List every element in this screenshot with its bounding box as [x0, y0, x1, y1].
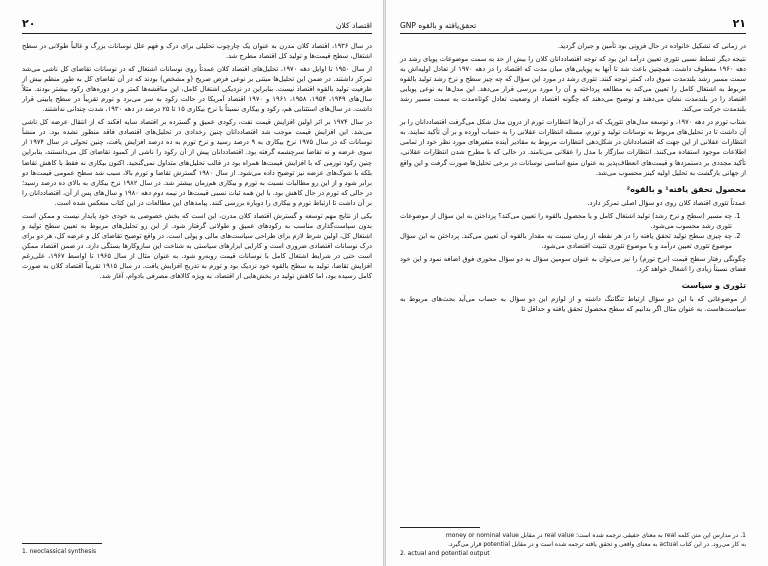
right-footnote-1-cont: به کار می‌رود. در این کتاب actual به معنای واقعی و تحقق یافته ترجمه شده است و در مقابل potential قرار می‌گیرد.	[447, 541, 746, 548]
list-item: 1. چه مسیر (سطح و نرخ رشد) تولید اشتغال کامل و یا محصول بالقوه را تعیین می‌کند؟ پرداختن به این سؤال از موضوعات تئوری رشد محسوب می‌شود.	[400, 211, 732, 231]
right-footnote-1: 1. در مدارس این متن کلمه real به معنای حقیقی ترجمه شده است؛ real value در مقابل money or nominal value	[445, 532, 746, 539]
right-paragraph-2: نتیجه دیگر تسلط نسبی تئوری تعیین درآمد این بود که توجه اقتصاددانان کلان را بیش از حد به سمت موضوعات پویای رشد در دهه ۱۹۶۰ معطوف داشت. همچنین باعث شد تا آنها به پویایی‌های میان مدت که اقتصاد را در دهه ۱۹۷۰ از تعادل اولیه‌اش به سمت مسیر رشد بلندمدت سوق داد، کمتر توجه کنند. تئوری رشد در مورد این سؤال که چه چیز سطح و نرخ رشد تولید بالقوه مربوط به اشتغال کامل را تعیین می‌کند به مطالعه پرداخته و آن را مورد بررسی قرار می‌دهد. این مدل‌ها به نوعی پویایی اقتصاد را در بلندمدت نشان می‌دهند و توضیح می‌دهند که چگونه اقتصاد از وضعیت تعادل کوتاه‌مدت به سمت مسیر رشد بلندمدت حرکت می‌کند.	[400, 55, 746, 114]
right-footnote-rule	[400, 527, 480, 528]
left-header-rule	[22, 33, 372, 34]
list-item: 2. چه چیزی سطح تولید تحقق یافته را در هر نقطه از زمان نسبت به مقدار بالقوه آن تعیین می‌کند. پرداختن به این سؤال موضوع تئوری تعیین درآمد و یا موضوع تئوری تثبیت اقتصادی می‌شود.	[400, 231, 732, 251]
right-header-rule	[400, 33, 746, 34]
left-page-header	[22, 18, 372, 30]
section1-question-list	[400, 211, 732, 251]
left-paragraph-2: از سال ۱۹۵۰ تا اوایل دهه ۱۹۷۰، تحلیل‌های اقتصاد کلان عمدتاً روی نوسانات اشتغال که در نوسانات تقاضای کل ناشی می‌شد تمرکز داشتند. در ضمن این تحلیل‌ها مبتنی بر نوعی فرض صریح (و مشخص) بودند که در آن تقاضای کل به طور منظم بیش از ظرفیت تولید بالقوه اقتصاد نیست. بنابراین در نزدیکی اشتغال کامل، این مناقشه‌ها کمتر و در دوره‌های رکود بیشتر بودند. مثلاً سال‌های ۱۹۴۹، ۱۹۵۴، ۱۹۵۸، ۱۹۶۱ و ۱۹۷۰ اقتصاد آمریکا در حالت رکود به سر می‌برد و تورم تقریباً در سطح پایینی قرار داشت. در سال‌های استثنایی هم، رکود و بیکاری نسبتاً با نرخ بیکاری ۱۵ تا ۲۵ درصد در دهه ۱۹۳۰، شدت چندانی نداشتند.	[22, 65, 372, 114]
left-page-number: ۲۰	[22, 17, 36, 30]
left-running-title: اقتصاد کلان	[336, 21, 372, 30]
left-footnote-rule	[22, 543, 102, 544]
right-page-header	[400, 18, 746, 30]
right-page-body	[400, 41, 746, 314]
section2-text: از موضوعاتی که با این دو سؤال ارتباط تنگاتنگ داشته و از لوازم این دو سؤال به حساب می‌آید بحث‌های مربوط به سیاست‌هاست. به عنوان مثال اگر بدانیم که سطح محصول تحقق یافته و حداقل تا	[400, 295, 746, 314]
right-page-number: ۲۱	[732, 17, 746, 30]
section-heading-actual-potential: محصول تحقق یافته¹ و بالقوه²	[626, 184, 746, 194]
left-paragraph-4: یکی از نتایج مهم توسعه و گسترش اقتصاد کلان مدرن، این است که بخش خصوصی به خودی خود پایدار نیست و ممکن است بدون سیاست‌گذاری مناسب به رکودهای عمیق و طولانی گرفتار شود. از این رو تحلیل‌های مربوط به تعیین سطح تولید و اشتغال کل، اولین شرط لازم برای طراحی سیاست‌های مالی و پولی است. در واقع توضیح تقاضای کل و عرضه کل، هر دو برای درک نوسانات اقتصادی ضروری است و کارایی ابزارهای سیاستی به شناخت این سازوکارها بستگی دارد. در ضمن اقتصاد ممکن است حتی در شرایط اشتغال کامل با نوسانات قیمت روبه‌رو شود. به عنوان مثال از سال ۱۹۶۵ تا اواسط ۱۹۶۷، علی‌رغم افزایش تقاضا، تولید به سطح بالقوه خود نزدیک بود و تورم به تدریج افزایش یافت. در سال ۱۹۱۵ تقریباً اقتصاد کلان به صورت کامل رسیده بود، اما کاهش تولید در بخش‌هایی از اقتصاد، به ویژه کالاهای مصرفی بادوام، آغاز شد.	[22, 211, 372, 281]
left-paragraph-1: در سال ۱۹۳۶، اقتصاد کلان مدرن به عنوان یک چارچوب تحلیلی برای درک و فهم علل نوسانات بزرگ و غالباً طولانی در سطح اشتغال، سطح قیمت‌ها و تولید کل اقتصاد مطرح شد.	[22, 42, 372, 61]
right-paragraph-3: شتاب تورم در دهه ۱۹۷۰، و توسعه مدل‌های تئوریک که در آن‌ها انتظارات تورم از درون مدل شکل می‌گرفت اقتصاددانان را بر آن داشت تا در تحلیل‌های مربوط به نوسانات تولید و تورم، مسئله انتظارات عقلانی را به حساب آورده و بر آن تأکید نمایند. به انتظارات عقلانی از این جهت که اقتصاددانان در شکل‌دهی انتظارات مربوط به مقادیر آینده متغیرهای مورد نظر خود از تمامی اطلاعات موجود استفاده می‌کنند. انتظارات سازگار با مدل را عقلانی می‌نامند. در حالی که با مطرح شدن انتظارات عقلانی، تأکید مجددی بر دستمزدها و قیمت‌های انعطاف‌پذیر به عنوان منبع اساسی نوسانات در برخی تحلیل‌ها صورت گرفت و این واقع از جهانی بازگشت به تحلیل اولیه کینز محسوب می‌شد.	[400, 118, 746, 177]
right-paragraph-1: در زمانی که تشکیل خانواده در حال فزونی بود تأمین و جبران گردید.	[557, 42, 746, 50]
section-heading-theory-policy: تئوری و سیاست	[681, 280, 746, 290]
left-footnotes	[22, 538, 372, 556]
right-page	[386, 0, 768, 566]
right-footnote-2: 2. actual and potential output	[400, 550, 490, 557]
left-footnote-1: 1. neoclassical synthesis	[22, 548, 97, 555]
right-running-title: GNP تحقق‌یافته و بالقوه	[400, 21, 477, 30]
left-paragraph-3: در سال ۱۹۷۴ بر اثر اولین افزایش قیمت نفت، رکودی عمیق و گسترده بر اقتصاد سایه افکند که از انتقال عرضه کل ناشی می‌شد. این افزایش قیمت موجب شد اقتصاددانان چنین رخدادی در تحلیل‌های اقتصادی فاقد منظور نشده بود. در منشأ نوسانات که در سال ۱۹۷۵ نرخ بیکاری به ۹ درصد رسید و نرخ تورم به ده درصد افزایش یافت، چنین تحولی در سال ۱۹۷۴ از سوی عرضه و نه تقاضا سرچشمه گرفته بود. اقتصاددانان پیش از آن رکود را ناشی از کمبود تقاضای کل می‌دانستند، بنابراین چنین رکود تورمی که با افزایش قیمت‌ها همراه بود در قالب تحلیل‌های متداول نمی‌گنجید. اکنون بیکاری نه فقط با کاهش تقاضا بلکه با شوک‌های عرضه نیز توضیح داده می‌شود. از سال ۱۹۸۰ گسترش تقاضا و تورم بالا، سبب شد سطح عمومی قیمت‌ها دو برابر شود و از این رو مطالبات نسبت به تورم و بیکاری هم‌زمان بیشتر شد. در سال ۱۹۸۲ نرخ بیکاری به بالای ده درصد رسید؛ در حالی که تورم در حال کاهش بود. با این همه ثبات نسبی قیمت‌ها در نیمه دوم دهه ۱۹۸۰ و سال‌های پس از آن، اقتصاددانان را بر آن داشت تا ارتباط تورم و بیکاری را دوباره بررسی کنند. پیامدهای این مطالعات در این کتاب منعکس شده است.	[22, 118, 372, 207]
left-page-body	[22, 41, 372, 281]
section1-closing: چگونگی رفتار سطح قیمت (نرخ تورم) را نیز می‌توان به عنوان سومین سؤال به دو سؤال محوری فوق اضافه نمود و این خود فضای نسبتاً زیادی را اشغال خواهد کرد.	[400, 254, 746, 273]
section1-intro: عمدتاً تئوری اقتصاد کلان روی دو سؤال اصلی تمرکز دارد.	[587, 198, 746, 207]
right-footnotes	[400, 522, 746, 558]
